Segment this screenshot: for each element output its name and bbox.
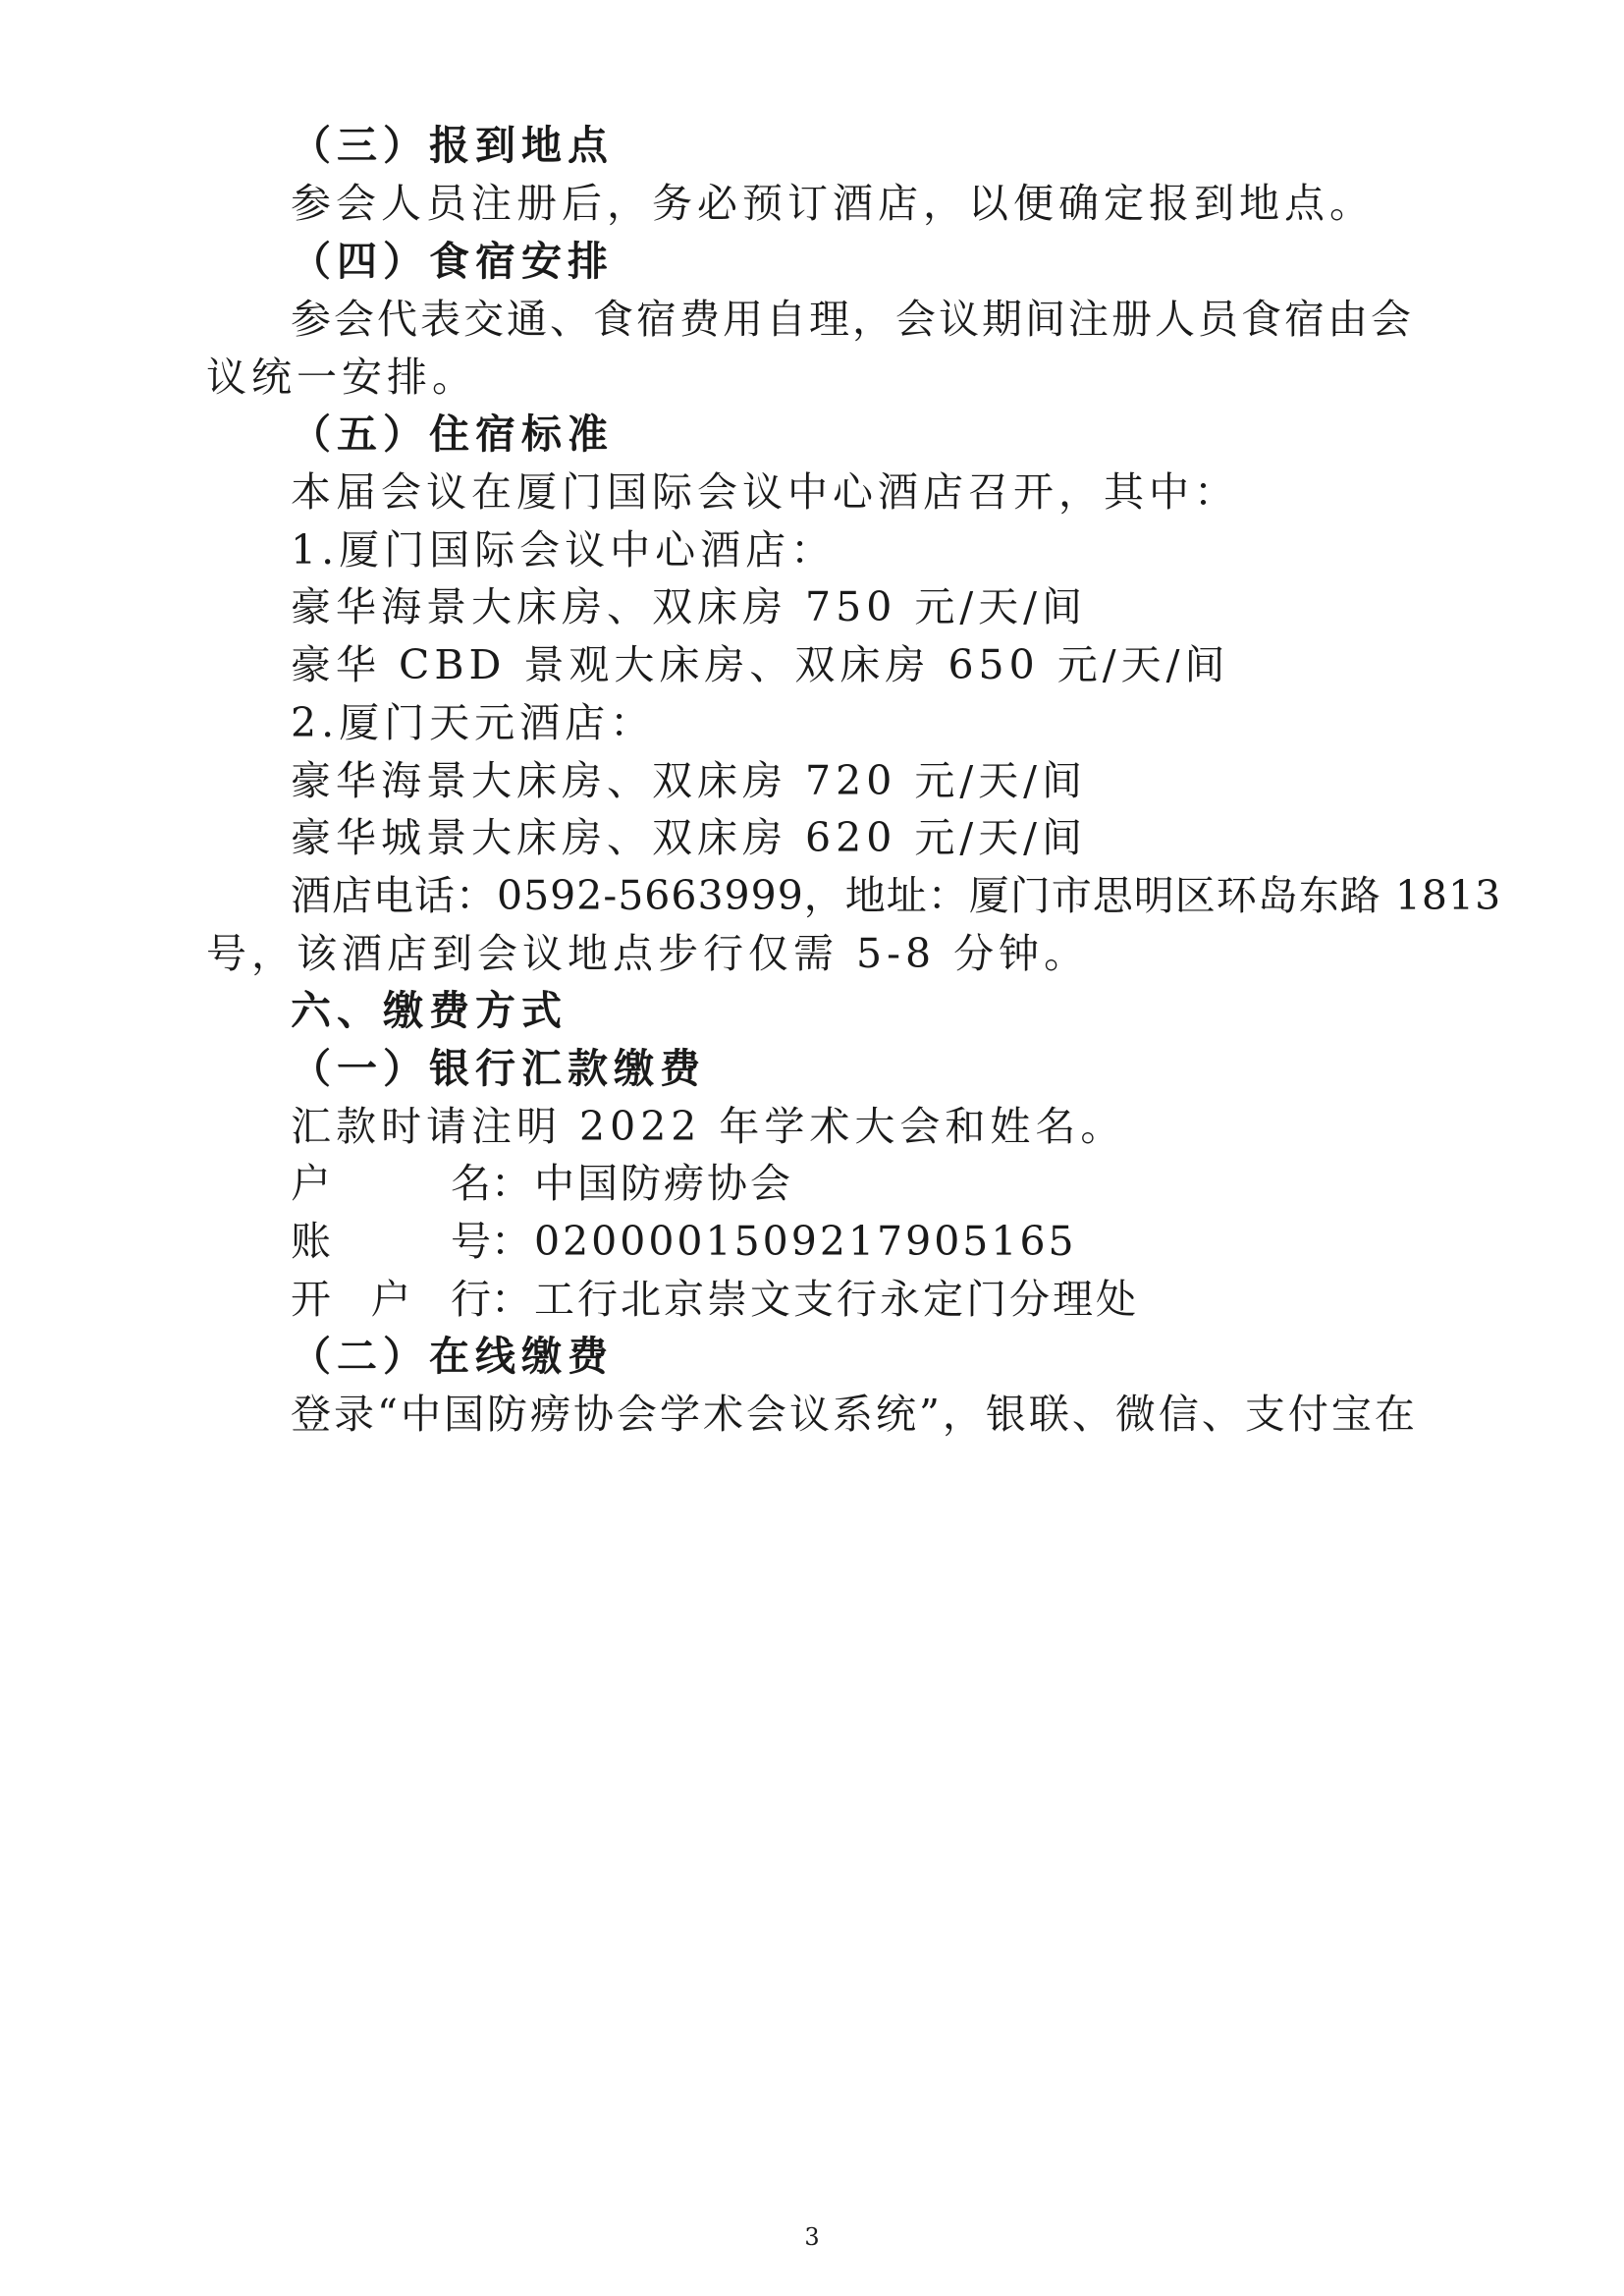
section-heading-food-lodging: （四）食宿安排 [291,238,614,285]
hotel-1-room-cbd: 豪华 CBD 景观大床房、双床房 650 元/天/间 [291,641,1230,688]
bank-account-number-row [291,1218,1077,1265]
hotel-2-room-seaview: 豪华海景大床房、双床房 720 元/天/间 [291,757,1087,804]
hotel-contact-line-1: 酒店电话：0592-5663999，地址：厦门市思明区环岛东路 1813 [291,872,1502,919]
bank-account-number-value: ：0200001509217905165 [491,1218,1077,1265]
paragraph-food-lodging-line-1: 参会代表交通、食宿费用自理，会议期间注册人员食宿由会 [291,296,1414,343]
bank-account-name-label: 户 名 [291,1160,491,1207]
page-number: 3 [804,2223,820,2251]
hotel-2-room-cityview: 豪华城景大床房、双床房 620 元/天/间 [291,814,1087,861]
section-heading-payment-methods: 六、缴费方式 [291,987,568,1034]
paragraph-registration-location: 参会人员注册后，务必预订酒店，以便确定报到地点。 [291,180,1375,227]
subsection-heading-online-payment: （二）在线缴费 [291,1333,614,1380]
bank-account-number-label: 账 号 [291,1218,491,1265]
hotel-contact-line-2: 号，该酒店到会议地点步行仅需 5-8 分钟。 [206,930,1090,977]
hotel-1-name: 1.厦门国际会议中心酒店： [291,526,837,574]
section-heading-registration-location: （三）报到地点 [291,122,614,169]
bank-branch-label: 开 户 行 [291,1276,491,1323]
paragraph-transfer-note: 汇款时请注明 2022 年学术大会和姓名。 [291,1103,1126,1150]
section-heading-accommodation-standard: （五）住宿标准 [291,410,614,458]
paragraph-conference-hotel: 本届会议在厦门国际会议中心酒店召开，其中： [291,468,1239,516]
hotel-1-room-seaview: 豪华海景大床房、双床房 750 元/天/间 [291,583,1087,630]
bank-branch-value: ：工行北京崇文支行永定门分理处 [491,1276,1139,1323]
subsection-heading-bank-transfer: （一）银行汇款缴费 [291,1045,706,1092]
bank-branch-row [291,1276,1139,1323]
hotel-2-name: 2.厦门天元酒店： [291,699,656,746]
paragraph-food-lodging-line-2: 议统一安排。 [206,354,477,401]
bank-account-name-row [291,1160,793,1207]
bank-account-name-value: ：中国防痨协会 [491,1160,793,1207]
paragraph-online-payment: 登录“中国防痨协会学术会议系统”，银联、微信、支付宝在 [291,1391,1418,1438]
